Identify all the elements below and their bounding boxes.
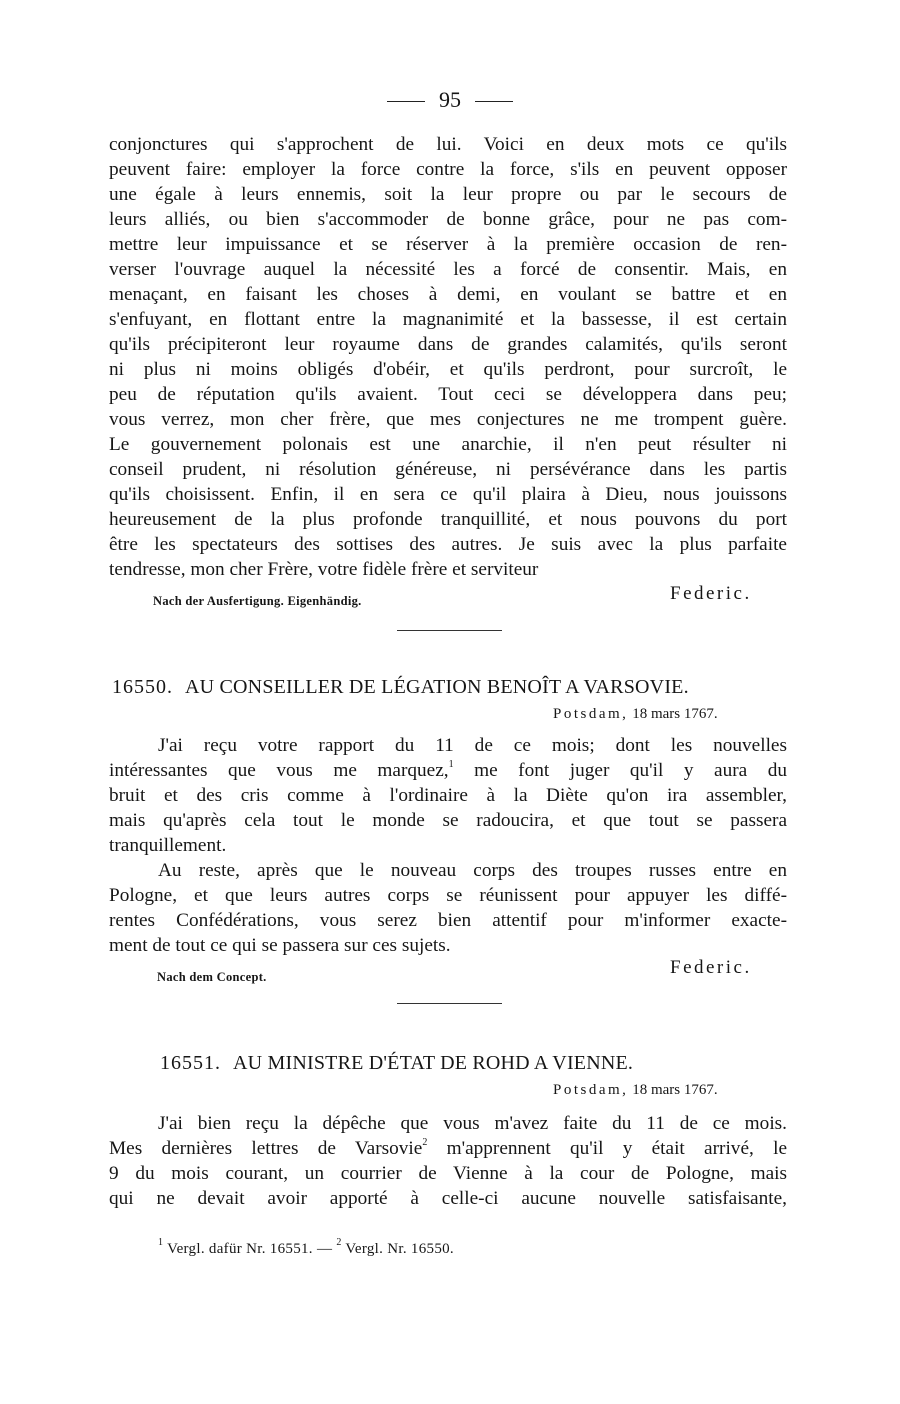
dateline-place: Potsdam, — [553, 1082, 629, 1098]
dateline — [553, 706, 718, 723]
text-line: qu'ils précipiteront leur royaume dans de grandes calamités, qu'ils seront — [109, 334, 787, 355]
text-line: Le gouvernement polonais est une anarchie, il n'en peut résulter ni — [109, 434, 787, 455]
source-note: Nach dem Concept. — [157, 970, 267, 984]
text-line: J'ai bien reçu la dépêche que vous m'avez faite du 11 de ce mois. — [158, 1113, 787, 1134]
text-line: conjonctures qui s'approchent de lui. Voici en deux mots ce qu'ils — [109, 134, 787, 155]
footnote-text: Vergl. Nr. 16550. — [345, 1241, 454, 1257]
text-line: peuvent faire: employer la force contre la force, s'ils en peuvent opposer — [109, 159, 787, 180]
letter-heading — [112, 674, 689, 700]
footnote-text: Vergl. dafür Nr. 16551. — [167, 1241, 313, 1257]
text-fragment: me font juger qu'il y aura du — [474, 760, 787, 781]
text-line: heureusement de la plus profonde tranquillité, et nous pouvons du port — [109, 509, 787, 530]
letter-title: AU CONSEILLER DE LÉGATION BENOÎT A VARSOVIE. — [185, 676, 689, 698]
signature: Federic. — [670, 583, 752, 604]
source-note: Nach der Ausfertigung. Eigenhändig. — [153, 594, 362, 608]
text-line: 9 du mois courant, un courrier de Vienne à la cour de Pologne, mais — [109, 1163, 787, 1184]
dateline-date: 18 mars 1767. — [632, 1082, 718, 1098]
text-line: qu'ils choisissent. Enfin, il en sera ce qu'il plaira à Dieu, nous jouissons — [109, 484, 787, 505]
text-line: menaçant, en faisant les choses à demi, en voulant se battre et en — [109, 284, 787, 305]
dateline-place: Potsdam, — [553, 706, 629, 722]
text-line: conseil prudent, ni résolution généreuse, ni persévérance dans les partis — [109, 459, 787, 480]
page-number-value: 95 — [439, 87, 461, 112]
text-line: mettre leur impuissance et se réserver à la première occasion de ren- — [109, 234, 787, 255]
text-line: ni plus ni moins obligés d'obéir, et qu'ils perdront, pour surcroît, le — [109, 359, 787, 380]
footnotes — [158, 1237, 454, 1258]
text-line: peu de réputation qu'ils avaient. Tout ceci se développera dans peu; — [109, 384, 787, 405]
text-line — [109, 1136, 787, 1161]
page-number-dash-right — [475, 101, 513, 102]
page-number-dash-left — [387, 101, 425, 102]
letter-title: AU MINISTRE D'ÉTAT DE ROHD A VIENNE. — [233, 1052, 634, 1074]
text-line: mais qu'après cela tout le monde se radoucira, et que tout se passera — [109, 810, 787, 831]
text-line: vous verrez, mon cher frère, que mes conjectures ne me trompent guère. — [109, 409, 787, 430]
dateline — [553, 1082, 718, 1099]
text-fragment: intéressantes que vous me marquez, — [109, 760, 449, 781]
page-number — [0, 86, 900, 114]
footnote-mark: 1 — [158, 1237, 164, 1248]
text-line: rentes Confédérations, vous serez bien attentif pour m'informer exacte- — [109, 910, 787, 931]
text-line: leurs alliés, ou bien s'accommoder de bonne grâce, pour ne pas com- — [109, 209, 787, 230]
section-divider — [397, 1003, 502, 1004]
text-line: qui ne devait avoir apporté à celle-ci aucune nouvelle satisfaisante, — [109, 1188, 787, 1209]
text-line: tendresse, mon cher Frère, votre fidèle frère et serviteur — [109, 559, 539, 580]
footnote-mark: 1 — [448, 758, 454, 770]
text-line: verser l'ouvrage auquel la nécessité les a forcé de consentir. Mais, en — [109, 259, 787, 280]
footnote-separator: — — [316, 1241, 333, 1257]
footnote-mark: 2 — [422, 1136, 428, 1148]
letter-number: 16550. — [112, 676, 173, 698]
text-line: être les spectateurs des sottises des autres. Je suis avec la plus parfaite — [109, 534, 787, 555]
text-fragment: m'apprennent qu'il y était arrivé, le — [446, 1138, 787, 1159]
text-line: tranquillement. — [109, 835, 227, 856]
text-line: Au reste, après que le nouveau corps des troupes russes entre en — [158, 860, 787, 881]
signature: Federic. — [670, 957, 752, 978]
text-line: ment de tout ce qui se passera sur ces sujets. — [109, 935, 451, 956]
text-line: une égale à leurs ennemis, soit la leur propre ou par le secours de — [109, 184, 787, 205]
text-line: bruit et des cris comme à l'ordinaire à la Diète qu'on ira assembler, — [109, 785, 787, 806]
text-line: Pologne, et que leurs autres corps se réunissent pour appuyer les diffé- — [109, 885, 787, 906]
text-line: s'enfuyant, en flottant entre la magnanimité et la bassesse, il est certain — [109, 309, 787, 330]
dateline-date: 18 mars 1767. — [632, 706, 718, 722]
text-fragment: Mes dernières lettres de Varsovie — [109, 1138, 423, 1159]
letter-heading — [160, 1050, 633, 1076]
text-line — [109, 758, 787, 783]
footnote-mark: 2 — [336, 1237, 342, 1248]
letter-number: 16551. — [160, 1052, 221, 1074]
section-divider — [397, 630, 502, 631]
text-line: J'ai reçu votre rapport du 11 de ce mois; dont les nouvelles — [158, 735, 787, 756]
